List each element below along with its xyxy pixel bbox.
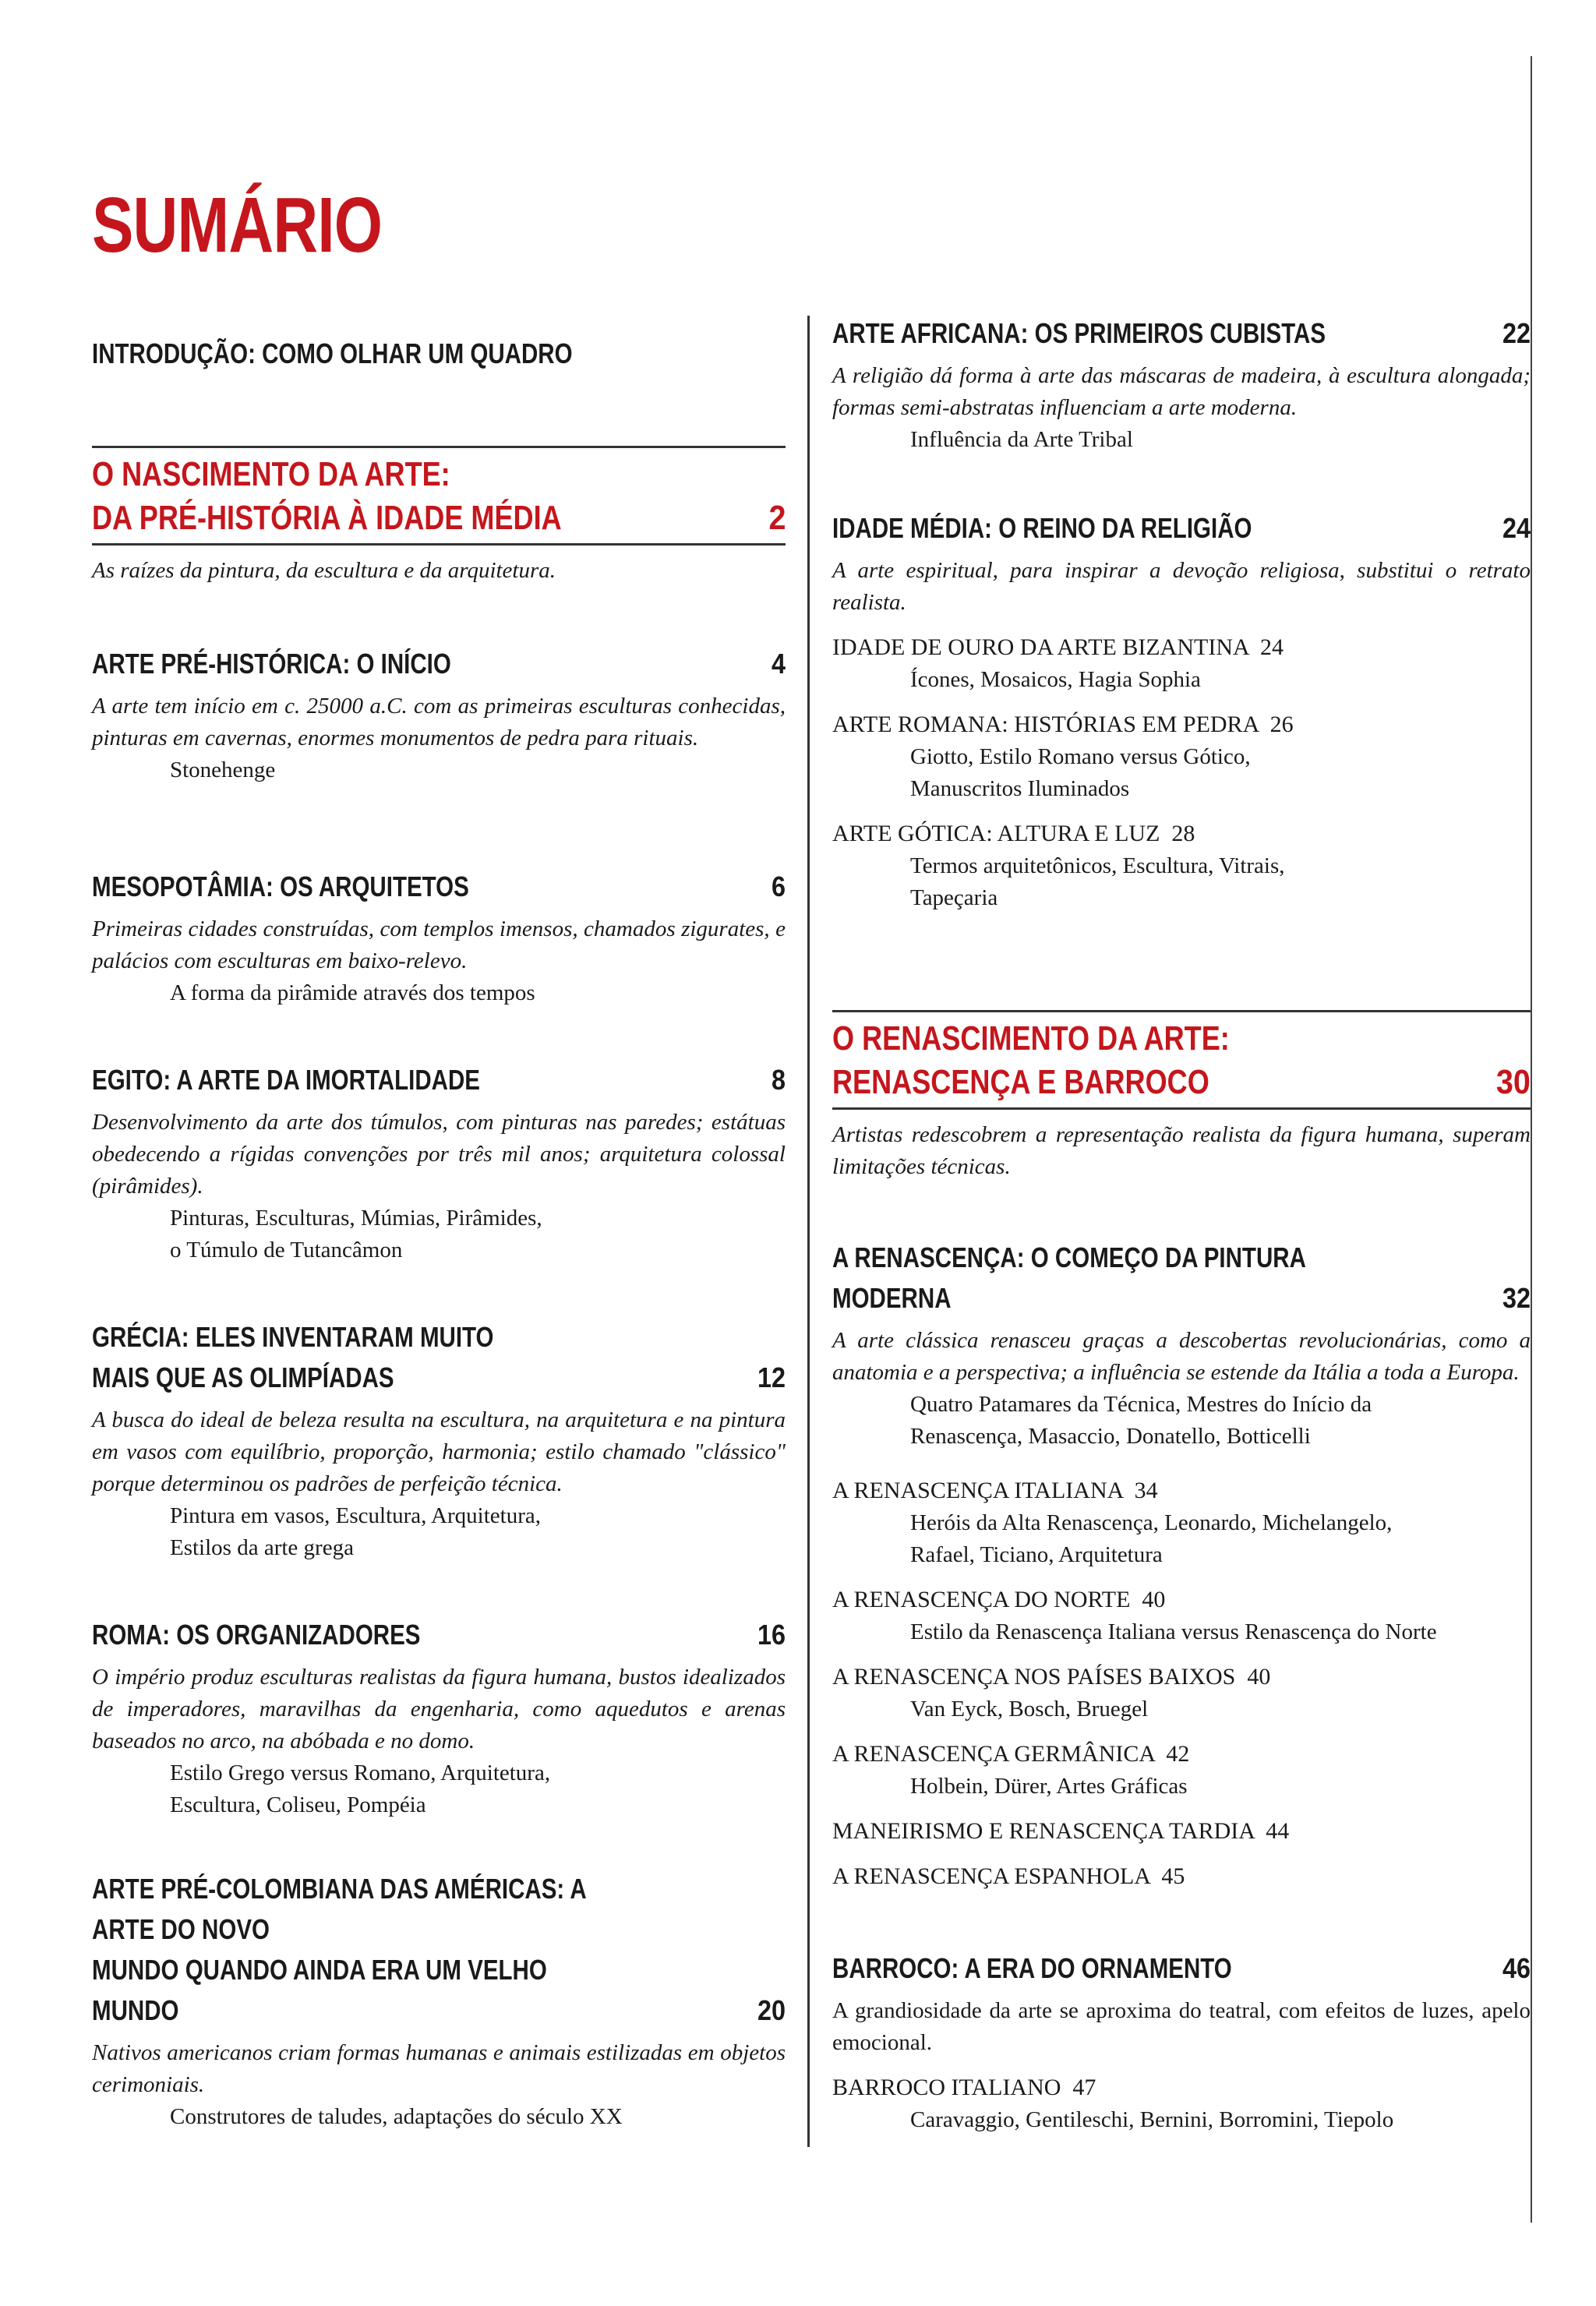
page-edge-rule [1531, 56, 1532, 2223]
sub-entry-title: MANEIRISMO E RENASCENÇA TARDIA 44 [832, 1818, 1290, 1844]
sub-entry-italian-baroque[interactable] [832, 2071, 1531, 2136]
sub-entry-topics: Van Eyck, Bosch, Bruegel [910, 1697, 1149, 1722]
sub-entry-title: BARROCO ITALIANO 47 [832, 2075, 1096, 2100]
part-2-heading[interactable] [832, 1010, 1531, 1183]
toc-entry-prehistoric[interactable] [92, 644, 786, 786]
sub-entry-low-countries[interactable] [832, 1661, 1531, 1725]
sub-entry-topics: Holbein, Dürer, Artes Gráficas [910, 1774, 1188, 1799]
entry-desc: Nativos americanos criam formas humanas e animais estilizadas em objetos cerimoniais. [92, 2040, 786, 2097]
part-2-page: 30 [1495, 1063, 1531, 1101]
entry-page: 22 [1502, 317, 1531, 349]
entry-topics: Construtores de taludes, adaptações do século XX [170, 2104, 623, 2129]
entry-desc: A religião dá forma à arte das máscaras de madeira, à escultura alongada; formas semi-abstratas influenciam a arte moderna. [832, 363, 1531, 420]
intro-title: INTRODUÇÃO: COMO OLHAR UM QUADRO [92, 337, 573, 369]
entry-title: MESOPOTÂMIA: OS ARQUITETOS [92, 870, 469, 902]
entry-page: 32 [1502, 1282, 1531, 1314]
entry-desc: A arte tem início em c. 25000 a.C. com as primeiras esculturas conhecidas, pinturas em cavernas, enormes monumentos de pedra para rituais. [92, 694, 786, 750]
intro-entry[interactable] [92, 334, 786, 374]
entry-page: 20 [757, 1994, 786, 2026]
entry-topics: Pintura em vasos, Escultura, Arquitetura, Estilos da arte grega [170, 1503, 541, 1560]
entry-desc: A busca do ideal de beleza resulta na escultura, na arquitetura e na pintura em vasos com equilíbrio, proporção, harmonia; estilo chamado "clássico" porque determinou os padrões de perfeição técnica. [92, 1407, 786, 1496]
sub-entry-title: ARTE GÓTICA: ALTURA E LUZ 28 [832, 821, 1195, 846]
sub-entry-title: IDADE DE OURO DA ARTE BIZANTINA 24 [832, 634, 1284, 660]
sub-entry-italian[interactable] [832, 1474, 1531, 1571]
entry-topics: Stonehenge [170, 757, 276, 782]
entry-title: ARTE PRÉ-COLOMBIANA DAS AMÉRICAS: A ARTE DO NOVO MUNDO QUANDO AINDA ERA UM VELHO MUNDO [92, 1873, 586, 2026]
entry-page: 8 [771, 1064, 786, 1096]
entry-topics: Quatro Patamares da Técnica, Mestres do Início da Renascença, Masaccio, Donatello, Botticelli [910, 1392, 1372, 1449]
sub-entry-gothic[interactable] [832, 818, 1531, 914]
entry-title: BARROCO: A ERA DO ORNAMENTO [832, 1952, 1232, 1984]
toc-entry-baroque[interactable] [832, 1948, 1531, 2136]
part-1-desc: As raízes da pintura, da escultura e da arquitetura. [92, 558, 556, 583]
sub-entry-topics: Ícones, Mosaicos, Hagia Sophia [910, 667, 1201, 692]
entry-title: ARTE PRÉ-HISTÓRICA: O INÍCIO [92, 648, 451, 680]
sub-entry-mannerism[interactable] [832, 1815, 1531, 1848]
part-1-heading[interactable] [92, 446, 786, 587]
toc-entry-mesopotamia[interactable] [92, 867, 786, 1009]
column-divider [807, 316, 810, 2147]
toc-entry-greece[interactable] [92, 1317, 786, 1564]
sub-entry-northern[interactable] [832, 1584, 1531, 1648]
entry-desc: A arte clássica renasceu graças a descobertas revolucionárias, como a anatomia e a perspectiva; a influência se estende da Itália a toda a Europa. [832, 1328, 1531, 1385]
entry-title: IDADE MÉDIA: O REINO DA RELIGIÃO [832, 512, 1252, 544]
sub-entry-byzantine[interactable] [832, 631, 1531, 696]
sub-entry-title: A RENASCENÇA ESPANHOLA 45 [832, 1863, 1185, 1889]
sub-entry-romanesque[interactable] [832, 708, 1531, 805]
sub-entry-title: A RENASCENÇA NOS PAÍSES BAIXOS 40 [832, 1664, 1271, 1690]
entry-title: GRÉCIA: ELES INVENTARAM MUITO MAIS QUE AS OLIMPÍADAS [92, 1321, 494, 1393]
entry-topics: A forma da pirâmide através dos tempos [170, 980, 535, 1005]
entry-topics: Pinturas, Esculturas, Múmias, Pirâmides, o Túmulo de Tutancâmon [170, 1206, 542, 1262]
entry-page: 4 [771, 648, 786, 680]
sub-entry-title: A RENASCENÇA ITALIANA 34 [832, 1478, 1158, 1503]
part-1-title: O NASCIMENTO DA ARTE: DA PRÉ-HISTÓRIA À IDADE MÉDIA [92, 455, 562, 537]
entry-topics: Estilo Grego versus Romano, Arquitetura, Escultura, Coliseu, Pompéia [170, 1760, 551, 1817]
part-2-title: O RENASCIMENTO DA ARTE: RENASCENÇA E BARROCO [832, 1019, 1230, 1101]
entry-desc: O império produz esculturas realistas da figura humana, bustos idealizados de imperadores, maravilhas da engenharia, como aquedutos e arenas baseados no arco, na abóbada e no domo. [92, 1665, 786, 1753]
toc-entry-egypt[interactable] [92, 1060, 786, 1266]
entry-desc: A arte espiritual, para inspirar a devoção religiosa, substitui o retrato realista. [832, 558, 1531, 615]
toc-entry-renaissance[interactable] [832, 1238, 1531, 1893]
entry-page: 12 [757, 1361, 786, 1393]
entry-title: EGITO: A ARTE DA IMORTALIDADE [92, 1064, 480, 1096]
sub-entry-title: ARTE ROMANA: HISTÓRIAS EM PEDRA 26 [832, 712, 1294, 737]
sub-entry-spanish[interactable] [832, 1860, 1531, 1893]
sub-entry-topics: Heróis da Alta Renascença, Leonardo, Michelangelo, Rafael, Ticiano, Arquitetura [910, 1510, 1393, 1567]
entry-title: A RENASCENÇA: O COMEÇO DA PINTURA MODERNA [832, 1241, 1305, 1314]
toc-entry-middle-ages[interactable] [832, 508, 1531, 914]
entry-topics: Influência da Arte Tribal [910, 427, 1133, 452]
entry-page: 16 [757, 1619, 786, 1651]
entry-title: ARTE AFRICANA: OS PRIMEIROS CUBISTAS [832, 317, 1326, 349]
entry-desc: A grandiosidade da arte se aproxima do teatral, com efeitos de luzes, apelo emocional. [832, 1998, 1531, 2055]
sub-entry-title: A RENASCENÇA DO NORTE 40 [832, 1587, 1166, 1612]
part-1-page: 2 [768, 499, 786, 537]
toc-entry-rome[interactable] [92, 1615, 786, 1821]
entry-desc: Primeiras cidades construídas, com templos imensos, chamados zigurates, e palácios com esculturas em baixo-relevo. [92, 916, 786, 973]
entry-page: 6 [771, 870, 786, 902]
entry-desc: Desenvolvimento da arte dos túmulos, com pinturas nas paredes; estátuas obedecendo a rígidas convenções por três mil anos; arquitetura colossal (pirâmides). [92, 1110, 786, 1199]
sub-entry-topics: Estilo da Renascença Italiana versus Renascença do Norte [910, 1619, 1437, 1644]
toc-entry-precolumbian[interactable] [92, 1869, 786, 2133]
sub-entry-topics: Giotto, Estilo Romano versus Gótico, Manuscritos Iluminados [910, 744, 1251, 801]
sub-entry-title: A RENASCENÇA GERMÂNICA 42 [832, 1741, 1190, 1767]
entry-page: 24 [1502, 512, 1531, 544]
sub-entry-germanic[interactable] [832, 1738, 1531, 1803]
entry-page: 46 [1502, 1952, 1531, 1984]
page-title: SUMÁRIO [92, 182, 383, 269]
sub-entry-topics: Caravaggio, Gentileschi, Bernini, Borromini, Tiepolo [910, 2107, 1394, 2132]
toc-entry-african[interactable] [832, 313, 1531, 456]
entry-title: ROMA: OS ORGANIZADORES [92, 1619, 421, 1651]
sub-entry-topics: Termos arquitetônicos, Escultura, Vitrais, Tapeçaria [910, 853, 1285, 910]
part-2-desc: Artistas redescobrem a representação realista da figura humana, superam limitações técnicas. [832, 1122, 1531, 1179]
